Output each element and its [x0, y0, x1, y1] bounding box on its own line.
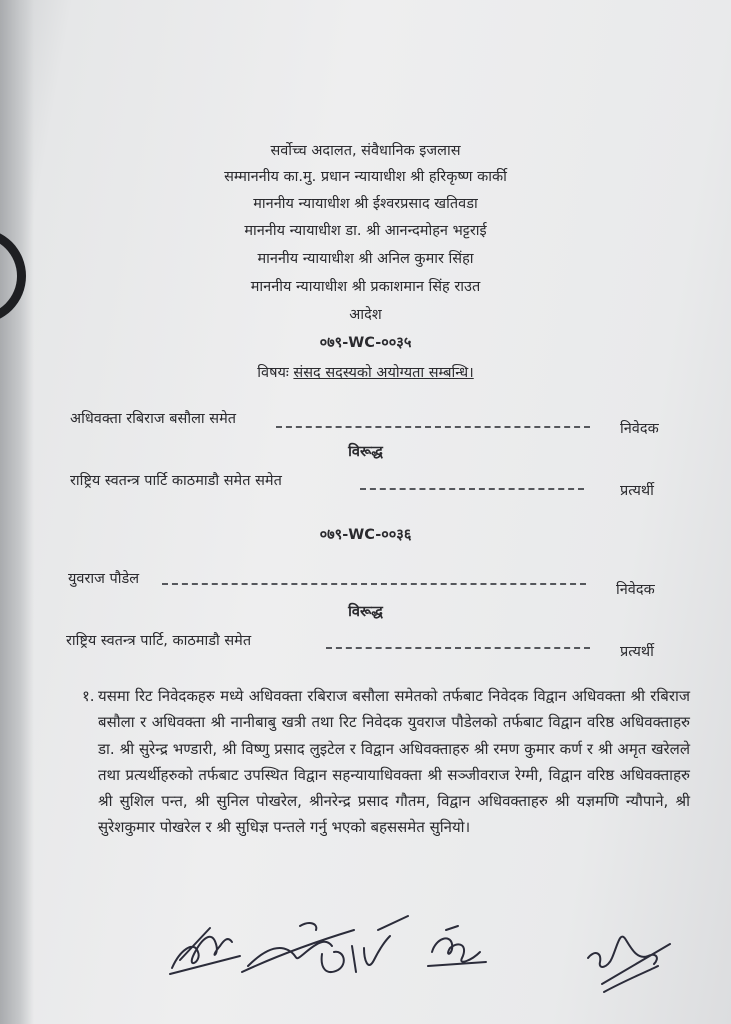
signature-5	[588, 937, 670, 992]
case1-respondent-role: प्रत्यर्थी	[620, 483, 654, 499]
case1-respondent: राष्ट्रिय स्वतन्त्र पार्टि काठमाडौ समेत समेत	[70, 473, 282, 489]
case2-petitioner-role: निवेदक	[616, 582, 655, 598]
order-paragraph	[82, 683, 690, 841]
subject-label: विषयः	[257, 365, 289, 381]
signatures	[150, 900, 710, 1010]
case2-petitioner: युवराज पौडेल	[68, 571, 140, 587]
case2-respondent: राष्ट्रिय स्वतन्त्र पार्टि, काठमाडौ समेत	[66, 633, 252, 649]
signature-3	[322, 916, 408, 972]
chief-justice-line: सम्माननीय का.मु. प्रधान न्यायाधीश श्री हरिकृष्ण कार्की	[224, 169, 507, 185]
case1-respondent-leader	[360, 488, 584, 490]
case1-petitioner: अधिवक्ता रबिराज बसौला समेत	[70, 411, 237, 427]
justice-line-1: माननीय न्यायाधीश श्री ईश्वरप्रसाद खतिवडा	[253, 196, 478, 212]
case2-respondent-role: प्रत्यर्थी	[620, 644, 654, 660]
case2-versus: विरूद्ध	[348, 604, 383, 620]
case2-petitioner-leader	[162, 583, 586, 585]
justice-line-2: माननीय न्यायाधीश डा. श्री आनन्दमोहन भट्टराई	[244, 223, 487, 239]
signature-4	[428, 926, 486, 966]
case-number-2: ०७९-WC-००३६	[319, 527, 412, 543]
case1-versus: विरूद्ध	[348, 444, 383, 460]
case-number-1: ०७९-WC-००३५	[319, 335, 412, 351]
case1-petitioner-leader	[276, 426, 590, 428]
justice-line-3: माननीय न्यायाधीश श्री अनिल कुमार सिंहा	[257, 251, 474, 267]
signature-2	[242, 923, 354, 972]
order-heading: आदेश	[349, 307, 382, 323]
paragraph-number: १.	[82, 687, 95, 705]
justice-line-4: माननीय न्यायाधीश श्री प्रकाशमान सिंह राउत	[250, 279, 481, 295]
subject-text: संसद सदस्यको अयोग्यता सम्बन्धि।	[293, 365, 474, 381]
subject-line	[0, 362, 731, 382]
case2-respondent-leader	[326, 647, 590, 649]
court-name: सर्वोच्च अदालत, संवैधानिक इजलास	[270, 143, 461, 159]
signature-1	[170, 928, 240, 974]
case1-petitioner-role: निवेदक	[620, 421, 659, 437]
paragraph-text: यसमा रिट निवेदकहरु मध्ये अधिवक्ता रबिराज बसौला समेतको तर्फबाट निवेदक विद्वान अधिवक्ता श्री रबिराज बसौला र अधिवक्ता श्री नानीबाबु खत्री तथा रिट निवेदक युवराज पौडेलको तर्फबाट विद्वान वरिष्ठ अधिवक्ताहरु डा. श्री सुरेन्द्र भण्डारी, श्री विष्णु प्रसाद लुइटेल र विद्वान अधिवक्ताहरु श्री रमण कुमार कर्ण र श्री अमृत खरेलले तथा प्रत्यर्थीहरुको तर्फबाट उपस्थित विद्वान सहन्यायाधिवक्ता श्री सञ्जीवराज रेग्मी, विद्वान वरिष्ठ अधिवक्ताहरु श्री सुशिल पन्त, श्री सुनिल पोखरेल, श्रीनरेन्द्र प्रसाद गौतम, विद्वान अधिवक्ताहरु श्री यज्ञमणि न्यौपाने, श्री सुरेशकुमार पोखरेल र श्री सुधिज्ञ पन्तले गर्नु भएको बहससमेत सुनियो।	[98, 687, 690, 837]
